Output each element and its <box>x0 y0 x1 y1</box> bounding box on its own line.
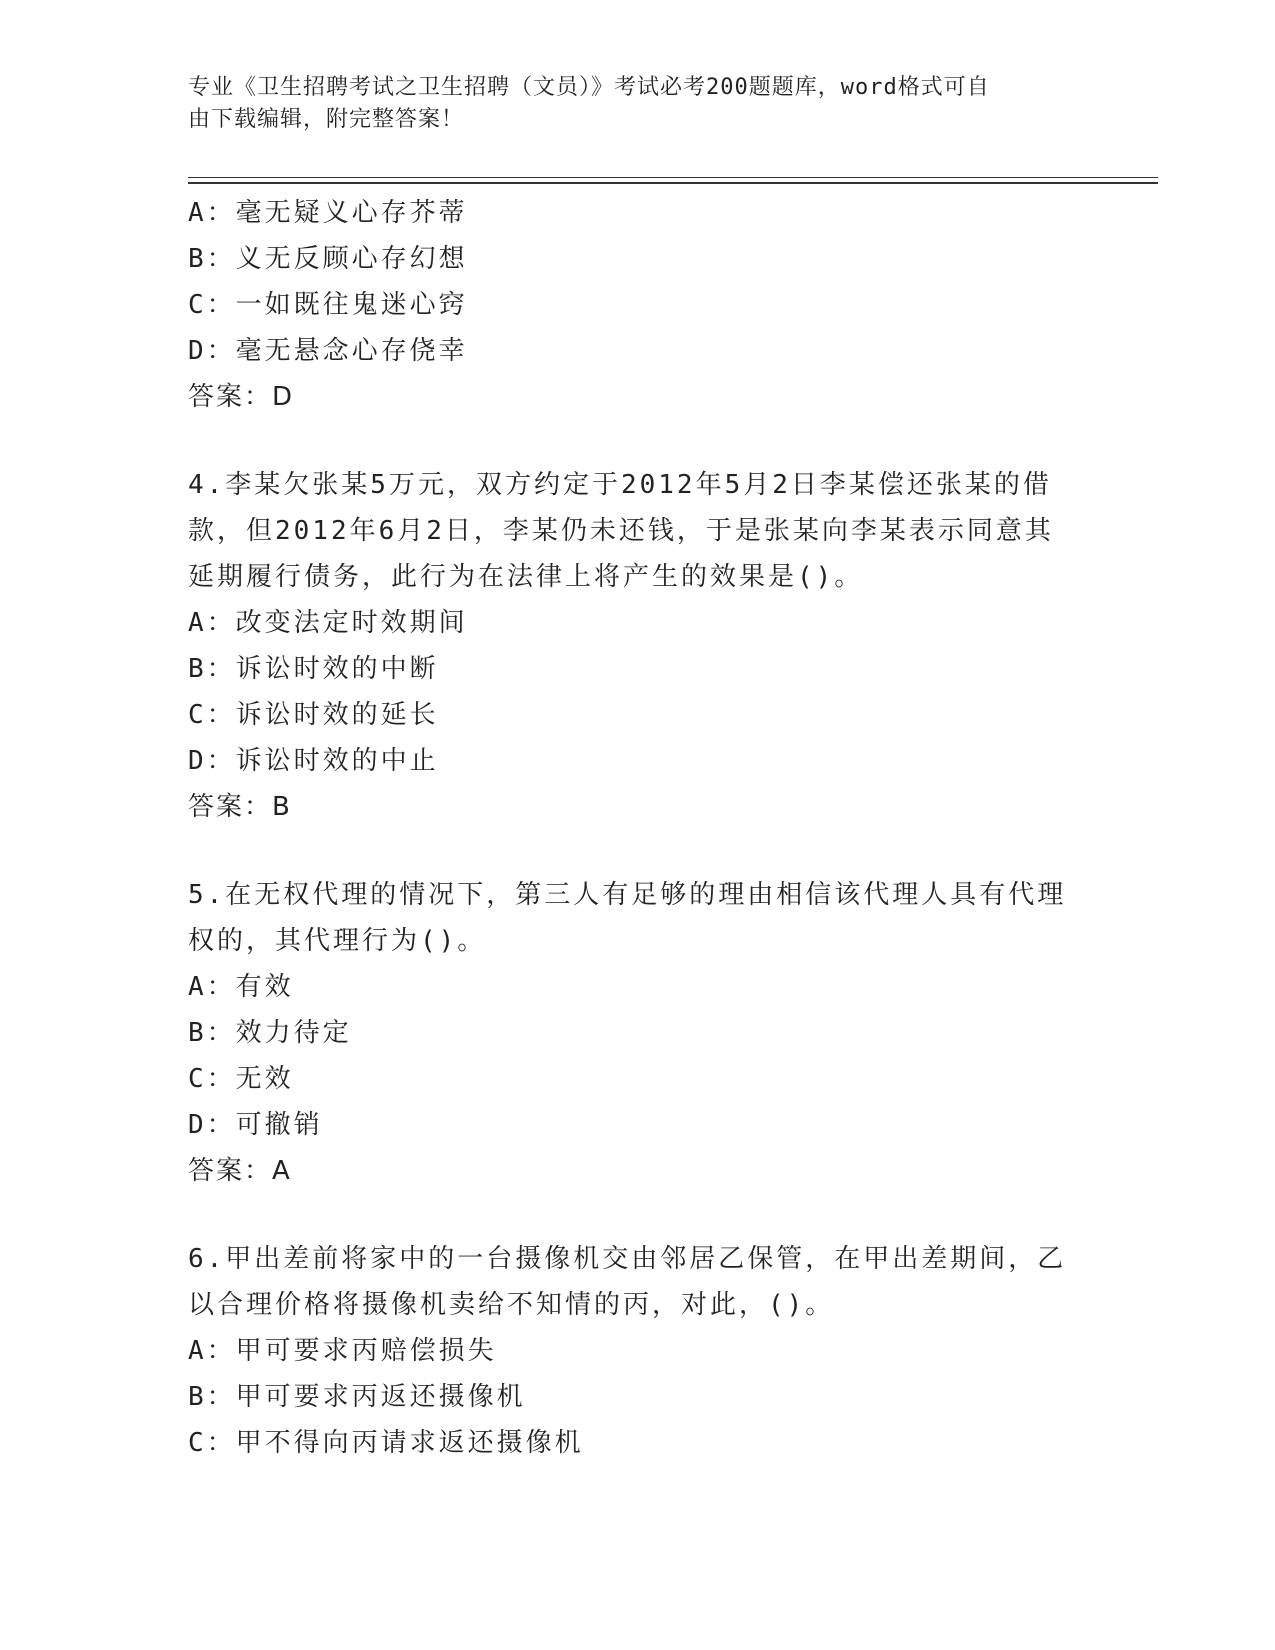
option-c: C：无效 <box>188 1064 294 1094</box>
option-c: C：诉讼时效的延长 <box>188 700 439 730</box>
question-stem-line: 以合理价格将摄像机卖给不知情的丙，对此，()。 <box>188 1290 835 1320</box>
question-block-3 <box>188 190 1088 420</box>
option-b: B：诉讼时效的中断 <box>188 654 439 684</box>
question-stem-line: 6.甲出差前将家中的一台摄像机交由邻居乙保管，在甲出差期间，乙 <box>188 1244 1067 1274</box>
option-a: A：有效 <box>188 972 294 1002</box>
option-d: D：毫无悬念心存侥幸 <box>188 336 468 366</box>
question-stem-line: 权的，其代理行为()。 <box>188 926 487 956</box>
option-a: A：甲可要求丙赔偿损失 <box>188 1336 497 1366</box>
answer-line: 答案：A <box>188 1156 292 1186</box>
question-stem-line: 5.在无权代理的情况下，第三人有足够的理由相信该代理人具有代理 <box>188 880 1067 910</box>
answer-line: 答案：B <box>188 792 292 822</box>
header-divider-thin <box>188 177 1158 178</box>
question-stem-line: 延期履行债务，此行为在法律上将产生的效果是()。 <box>188 562 864 592</box>
option-c: C：甲不得向丙请求返还摄像机 <box>188 1428 584 1458</box>
option-a: A：毫无疑义心存芥蒂 <box>188 198 468 228</box>
question-block-4 <box>188 462 1088 830</box>
option-d: D：可撤销 <box>188 1110 323 1140</box>
question-stem <box>188 462 1088 600</box>
header-divider-thick <box>188 182 1158 184</box>
question-stem <box>188 872 1088 964</box>
option-b: B：效力待定 <box>188 1018 352 1048</box>
document-header <box>188 72 1088 136</box>
option-c: C：一如既往鬼迷心窍 <box>188 290 468 320</box>
question-block-6 <box>188 1236 1088 1466</box>
question-block-5 <box>188 872 1088 1194</box>
question-stem-line: 款，但2012年6月2日，李某仍未还钱，于是张某向李某表示同意其 <box>188 516 1054 546</box>
answer-line: 答案：D <box>188 382 295 412</box>
header-line-2: 由下载编辑，附完整答案！ <box>188 107 465 132</box>
question-list <box>188 190 1088 1466</box>
question-stem <box>188 1236 1088 1328</box>
header-line-1: 专业《卫生招聘考试之卫生招聘（文员）》考试必考200题题库，word格式可自 <box>188 75 990 100</box>
option-a: A：改变法定时效期间 <box>188 608 468 638</box>
option-d: D：诉讼时效的中止 <box>188 746 439 776</box>
question-stem-line: 4.李某欠张某5万元，双方约定于2012年5月2日李某偿还张某的借 <box>188 470 1052 500</box>
option-b: B：义无反顾心存幻想 <box>188 244 468 274</box>
option-b: B：甲可要求丙返还摄像机 <box>188 1382 526 1412</box>
